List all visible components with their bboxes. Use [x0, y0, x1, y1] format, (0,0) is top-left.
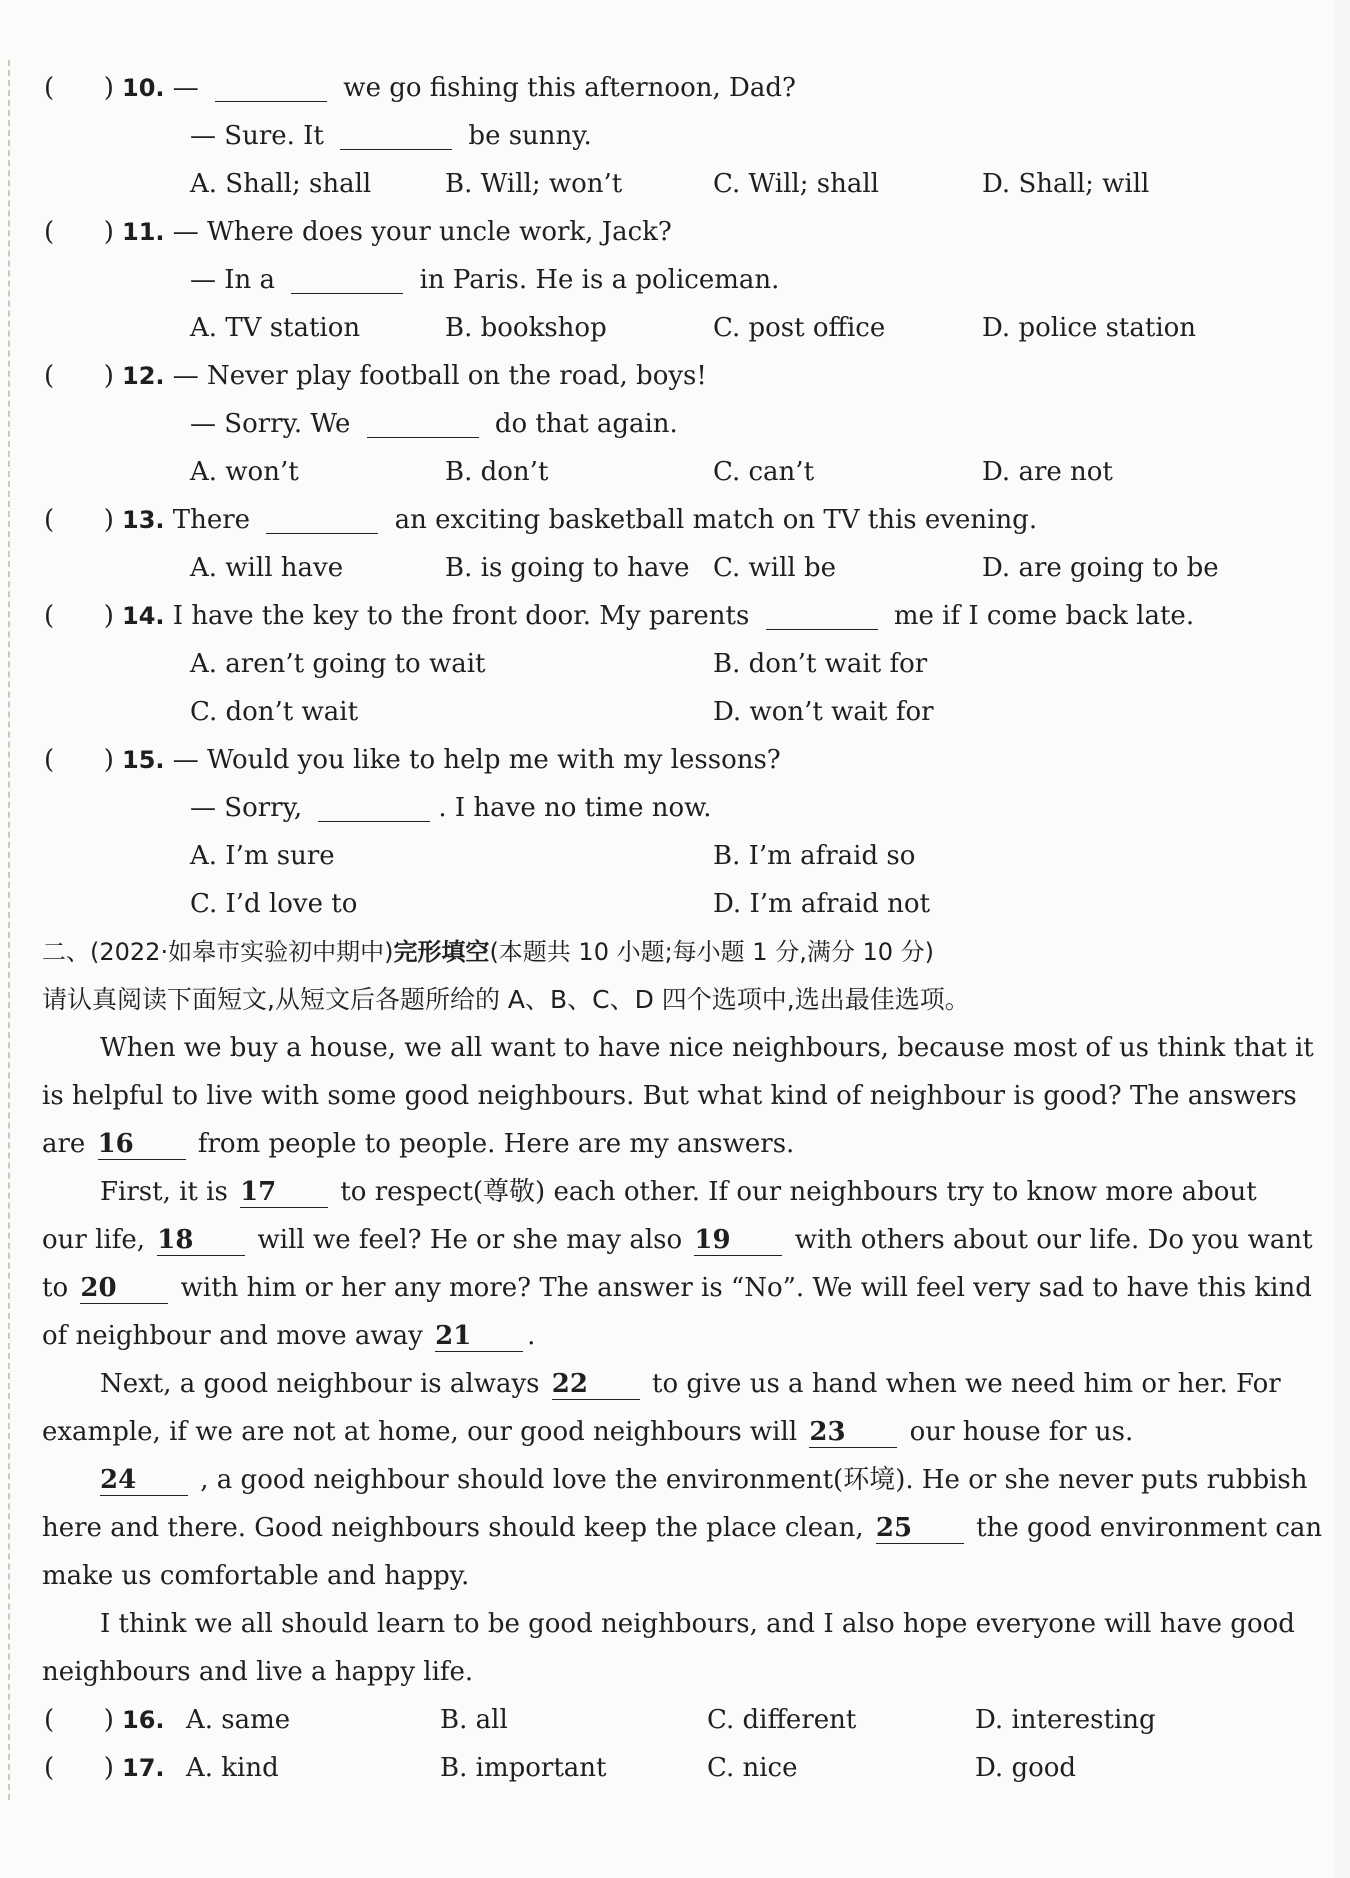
option-c: C. will be — [713, 553, 836, 583]
option-a: A. won’t — [190, 457, 299, 487]
question-15: ( ) 15. — Would you like to help me with my lessons? — [44, 745, 781, 775]
option-d: D. police station — [982, 313, 1197, 343]
option-d: D. Shall; will — [982, 169, 1150, 199]
answer-blank[interactable] — [340, 121, 452, 150]
option-d: D. good — [975, 1753, 1077, 1783]
option-b: B. important — [440, 1753, 607, 1783]
passage-line: example, if we are not at home, our good neighbours will 23 our house for us. — [42, 1417, 1134, 1447]
option-d: D. are not — [982, 457, 1113, 487]
question-13: ( ) 13. There an exciting basketball match on TV this evening. — [44, 505, 1038, 535]
answer-blank[interactable] — [215, 73, 327, 102]
question-10: ( ) 10. — we go fishing this afternoon, Dad? — [44, 73, 796, 103]
question-11: ( ) 11. — Where does your uncle work, Jack? — [44, 217, 672, 247]
question-14: ( ) 14. I have the key to the front door. My parents me if I come back late. — [44, 601, 1195, 631]
cloze-blank-25[interactable]: 25 — [876, 1513, 964, 1544]
cloze-blank-24[interactable]: 24 — [100, 1465, 188, 1496]
option-b: B. all — [440, 1705, 508, 1735]
cloze-blank-18[interactable]: 18 — [157, 1225, 245, 1256]
passage-line: of neighbour and move away 21 . — [42, 1321, 536, 1351]
option-a: A. aren’t going to wait — [190, 649, 486, 679]
binding-margin-line — [8, 60, 10, 1800]
option-c: C. post office — [713, 313, 886, 343]
answer-blank[interactable] — [318, 793, 430, 822]
cloze-blank-21[interactable]: 21 — [435, 1321, 523, 1352]
cloze-blank-20[interactable]: 20 — [80, 1273, 168, 1304]
option-a: A. TV station — [190, 313, 361, 343]
answer-blank[interactable] — [367, 409, 479, 438]
option-d: D. interesting — [975, 1705, 1156, 1735]
section-2-header: 二、(2022·如皋市实验初中期中)完形填空(本题共 10 小题;每小题 1 分,满分 10 分) — [42, 938, 934, 966]
option-c: C. Will; shall — [713, 169, 879, 199]
passage-line: When we buy a house, we all want to have nice neighbours, because most of us think that it — [100, 1033, 1314, 1063]
option-d: D. are going to be — [982, 553, 1219, 583]
option-a: A. I’m sure — [190, 841, 335, 871]
option-b: B. Will; won’t — [445, 169, 623, 199]
option-c: C. different — [707, 1705, 857, 1735]
answer-blank[interactable] — [766, 601, 878, 630]
question-17: ( ) 17. — [44, 1753, 165, 1783]
question-11-reply: — In a in Paris. He is a policeman. — [190, 265, 780, 295]
option-d: D. I’m afraid not — [713, 889, 931, 919]
passage-line: First, it is 17 to respect(尊敬) each other. If our neighbours try to know more about — [100, 1177, 1257, 1207]
option-a: A. Shall; shall — [190, 169, 372, 199]
question-16: ( ) 16. — [44, 1705, 165, 1735]
passage-line: make us comfortable and happy. — [42, 1561, 470, 1591]
passage-line: Next, a good neighbour is always 22 to give us a hand when we need him or her. For — [100, 1369, 1281, 1399]
cloze-blank-23[interactable]: 23 — [809, 1417, 897, 1448]
passage-line: here and there. Good neighbours should keep the place clean, 25 the good environment can — [42, 1513, 1323, 1543]
option-b: B. is going to have — [445, 553, 690, 583]
cloze-blank-19[interactable]: 19 — [694, 1225, 782, 1256]
option-b: B. don’t wait for — [713, 649, 928, 679]
question-12-reply: — Sorry. We do that again. — [190, 409, 678, 439]
option-c: C. I’d love to — [190, 889, 358, 919]
option-b: B. I’m afraid so — [713, 841, 916, 871]
passage-line: to 20 with him or her any more? The answer is “No”. We will feel very sad to have this kind — [42, 1273, 1312, 1303]
passage-line: neighbours and live a happy life. — [42, 1657, 474, 1687]
option-d: D. won’t wait for — [713, 697, 934, 727]
answer-blank[interactable] — [266, 505, 378, 534]
cloze-blank-16[interactable]: 16 — [98, 1129, 186, 1160]
option-c: C. nice — [707, 1753, 798, 1783]
question-10-reply: — Sure. It be sunny. — [190, 121, 592, 151]
section-2-instruction: 请认真阅读下面短文,从短文后各题所给的 A、B、C、D 四个选项中,选出最佳选项。 — [42, 985, 970, 1014]
question-12: ( ) 12. — Never play football on the road, boys! — [44, 361, 707, 391]
cloze-blank-17[interactable]: 17 — [240, 1177, 328, 1208]
option-b: B. don’t — [445, 457, 549, 487]
option-a: A. same — [186, 1705, 291, 1735]
option-a: A. will have — [190, 553, 344, 583]
passage-line: our life, 18 will we feel? He or she may also 19 with others about our life. Do you want — [42, 1225, 1313, 1255]
option-b: B. bookshop — [445, 313, 607, 343]
passage-line: is helpful to live with some good neighbours. But what kind of neighbour is good? The answers — [42, 1081, 1297, 1111]
option-c: C. can’t — [713, 457, 815, 487]
passage-line: are 16 from people to people. Here are my answers. — [42, 1129, 795, 1159]
answer-blank[interactable] — [291, 265, 403, 294]
question-15-reply: — Sorry, . I have no time now. — [190, 793, 712, 823]
passage-line: 24 , a good neighbour should love the environment(环境). He or she never puts rubbish — [100, 1465, 1308, 1495]
passage-line: I think we all should learn to be good neighbours, and I also hope everyone will have good — [100, 1609, 1295, 1639]
option-a: A. kind — [186, 1753, 279, 1783]
cloze-blank-22[interactable]: 22 — [552, 1369, 640, 1400]
option-c: C. don’t wait — [190, 697, 359, 727]
